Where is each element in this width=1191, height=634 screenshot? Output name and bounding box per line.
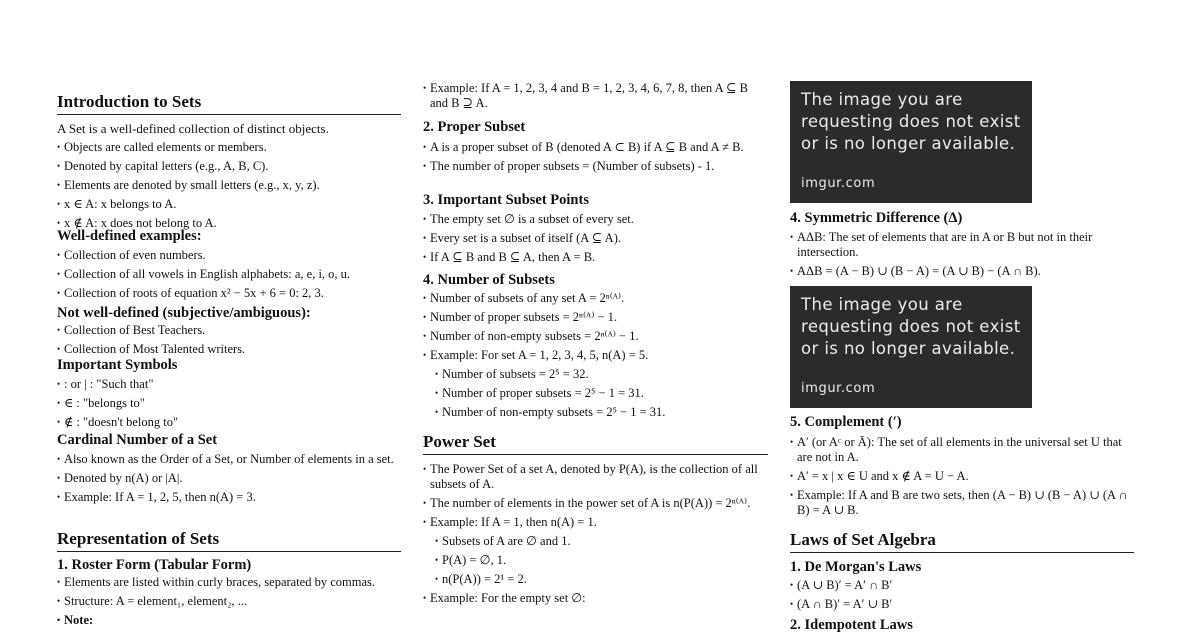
list-item: • The Power Set of a set A, denoted by P(A), is the collection of all subsets of A. (423, 462, 768, 492)
power-set-heading: Power Set (423, 432, 768, 455)
list-item: • Collection of Most Talented writers. (57, 342, 401, 357)
subset-points-list (423, 212, 768, 269)
list-item: • Objects are called elements or members. (57, 140, 401, 155)
power-set-list (423, 462, 768, 610)
list-item: • (A ∩ B)′ = A′ ∪ B′ (790, 597, 1134, 612)
cardinal-heading: Cardinal Number of a Set (57, 432, 218, 448)
placeholder-line: The image you are (801, 90, 963, 109)
placeholder-message (801, 89, 1021, 155)
representation-heading: Representation of Sets (57, 529, 401, 552)
list-item: • AΔB: The set of elements that are in A or B but not in their intersection. (790, 230, 1134, 260)
placeholder-message (801, 294, 1021, 360)
list-item: • Example: If A and B are two sets, then (A − B) ∪ (B − A) ∪ (A ∩ B) = A ∪ B. (790, 488, 1134, 518)
list-item: • Example: If A = 1, 2, 5, then n(A) = 3. (57, 490, 401, 505)
list-item: • A′ (or Aᶜ or Ā): The set of all elements in the universal set U that are not in A. (790, 435, 1134, 465)
intro-list (57, 140, 401, 235)
welldef-heading: Well-defined examples: (57, 228, 202, 244)
list-item: • x ∈ A: x belongs to A. (57, 197, 401, 212)
placeholder-line: or is no longer available. (801, 339, 1016, 358)
list-item: • n(P(A)) = 2¹ = 2. (435, 572, 768, 587)
subset-points-heading: 3. Important Subset Points (423, 192, 589, 208)
list-item: • Example: If A = 1, 2, 3, 4 and B = 1, 2, 3, 4, 6, 7, 8, then A ⊆ B and B ⊇ A. (423, 81, 768, 111)
list-item: • Example: For the empty set ∅: (423, 591, 768, 606)
list-item: • Note: (57, 613, 401, 628)
list-item: • A is a proper subset of B (denoted A ⊂ B) if A ⊆ B and A ≠ B. (423, 140, 768, 155)
missing-image-placeholder (790, 81, 1032, 203)
placeholder-line: The image you are (801, 295, 963, 314)
proper-subset-heading: 2. Proper Subset (423, 119, 526, 135)
cardinal-list (57, 452, 401, 509)
list-item: • Collection of even numbers. (57, 248, 401, 263)
list-item: • Structure: A = element₁, element₂, ... (57, 594, 401, 609)
list-item: • ∉ : "doesn't belong to" (57, 415, 401, 430)
imgur-brand: imgur.com (801, 381, 876, 396)
roster-heading: 1. Roster Form (Tabular Form) (57, 557, 252, 573)
number-subsets-list (423, 291, 768, 424)
notwell-heading: Not well-defined (subjective/ambiguous): (57, 305, 311, 321)
demorgan-list (790, 578, 1134, 616)
list-item: • The number of proper subsets = (Number of subsets) - 1. (423, 159, 768, 174)
complement-heading: 5. Complement (′) (790, 414, 902, 430)
list-item: • Number of non-empty subsets = 2⁵ − 1 = 31. (435, 405, 768, 420)
placeholder-line: requesting does not exist (801, 317, 1021, 336)
proper-subset-list (423, 140, 768, 178)
list-item: • AΔB = (A − B) ∪ (B − A) = (A ∪ B) − (A ∩ B). (790, 264, 1134, 279)
demorgan-heading: 1. De Morgan's Laws (790, 559, 922, 575)
list-item: • Number of proper subsets = 2ⁿ⁽ᴬ⁾ − 1. (423, 310, 768, 325)
complement-list (790, 435, 1134, 522)
list-item: • Collection of Best Teachers. (57, 323, 401, 338)
list-item: • : or | : "Such that" (57, 377, 401, 392)
list-item: • P(A) = ∅, 1. (435, 553, 768, 568)
list-item: • Subsets of A are ∅ and 1. (435, 534, 768, 549)
list-item: • A′ = x | x ∈ U and x ∉ A = U − A. (790, 469, 1134, 484)
missing-image-placeholder (790, 286, 1032, 408)
list-item: • Collection of all vowels in English alphabets: a, e, i, o, u. (57, 267, 401, 282)
idempotent-heading: 2. Idempotent Laws (790, 617, 913, 633)
list-item: • Example: For set A = 1, 2, 3, 4, 5, n(A) = 5. (423, 348, 768, 363)
list-item: • The empty set ∅ is a subset of every set. (423, 212, 768, 227)
list-item: • Number of proper subsets = 2⁵ − 1 = 31. (435, 386, 768, 401)
list-item: • Number of subsets of any set A = 2ⁿ⁽ᴬ⁾. (423, 291, 768, 306)
imgur-brand: imgur.com (801, 176, 876, 191)
subset-example-list (423, 81, 768, 115)
list-item: • Every set is a subset of itself (A ⊆ A). (423, 231, 768, 246)
symmetric-difference-heading: 4. Symmetric Difference (Δ) (790, 210, 963, 226)
list-item: • Collection of roots of equation x² − 5x + 6 = 0: 2, 3. (57, 286, 401, 301)
list-item: • Elements are denoted by small letters (e.g., x, y, z). (57, 178, 401, 193)
list-item: • The number of elements in the power set of A is n(P(A)) = 2ⁿ⁽ᴬ⁾. (423, 496, 768, 511)
list-item: • ∈ : "belongs to" (57, 396, 401, 411)
welldef-list (57, 248, 401, 305)
list-item: • Example: If A = 1, then n(A) = 1. (423, 515, 768, 530)
placeholder-line: or is no longer available. (801, 134, 1016, 153)
roster-list (57, 575, 401, 632)
placeholder-line: requesting does not exist (801, 112, 1021, 131)
symbols-heading: Important Symbols (57, 357, 178, 373)
list-item: • Also known as the Order of a Set, or Number of elements in a set. (57, 452, 401, 467)
intro-paragraph: A Set is a well-defined collection of distinct objects. (57, 121, 329, 136)
list-item: • (A ∪ B)′ = A′ ∩ B′ (790, 578, 1134, 593)
intro-heading: Introduction to Sets (57, 92, 401, 115)
number-subsets-heading: 4. Number of Subsets (423, 272, 555, 288)
laws-heading: Laws of Set Algebra (790, 530, 1134, 553)
symmetric-difference-list (790, 230, 1134, 283)
list-item: • If A ⊆ B and B ⊆ A, then A = B. (423, 250, 768, 265)
symbols-list (57, 377, 401, 434)
list-item: • Denoted by n(A) or |A|. (57, 471, 401, 486)
list-item: • Number of subsets = 2⁵ = 32. (435, 367, 768, 382)
list-item: • x ∉ A: x does not belong to A. (57, 216, 401, 231)
list-item: • Denoted by capital letters (e.g., A, B, C). (57, 159, 401, 174)
list-item: • Elements are listed within curly braces, separated by commas. (57, 575, 401, 590)
list-item: • Number of non-empty subsets = 2ⁿ⁽ᴬ⁾ − 1. (423, 329, 768, 344)
